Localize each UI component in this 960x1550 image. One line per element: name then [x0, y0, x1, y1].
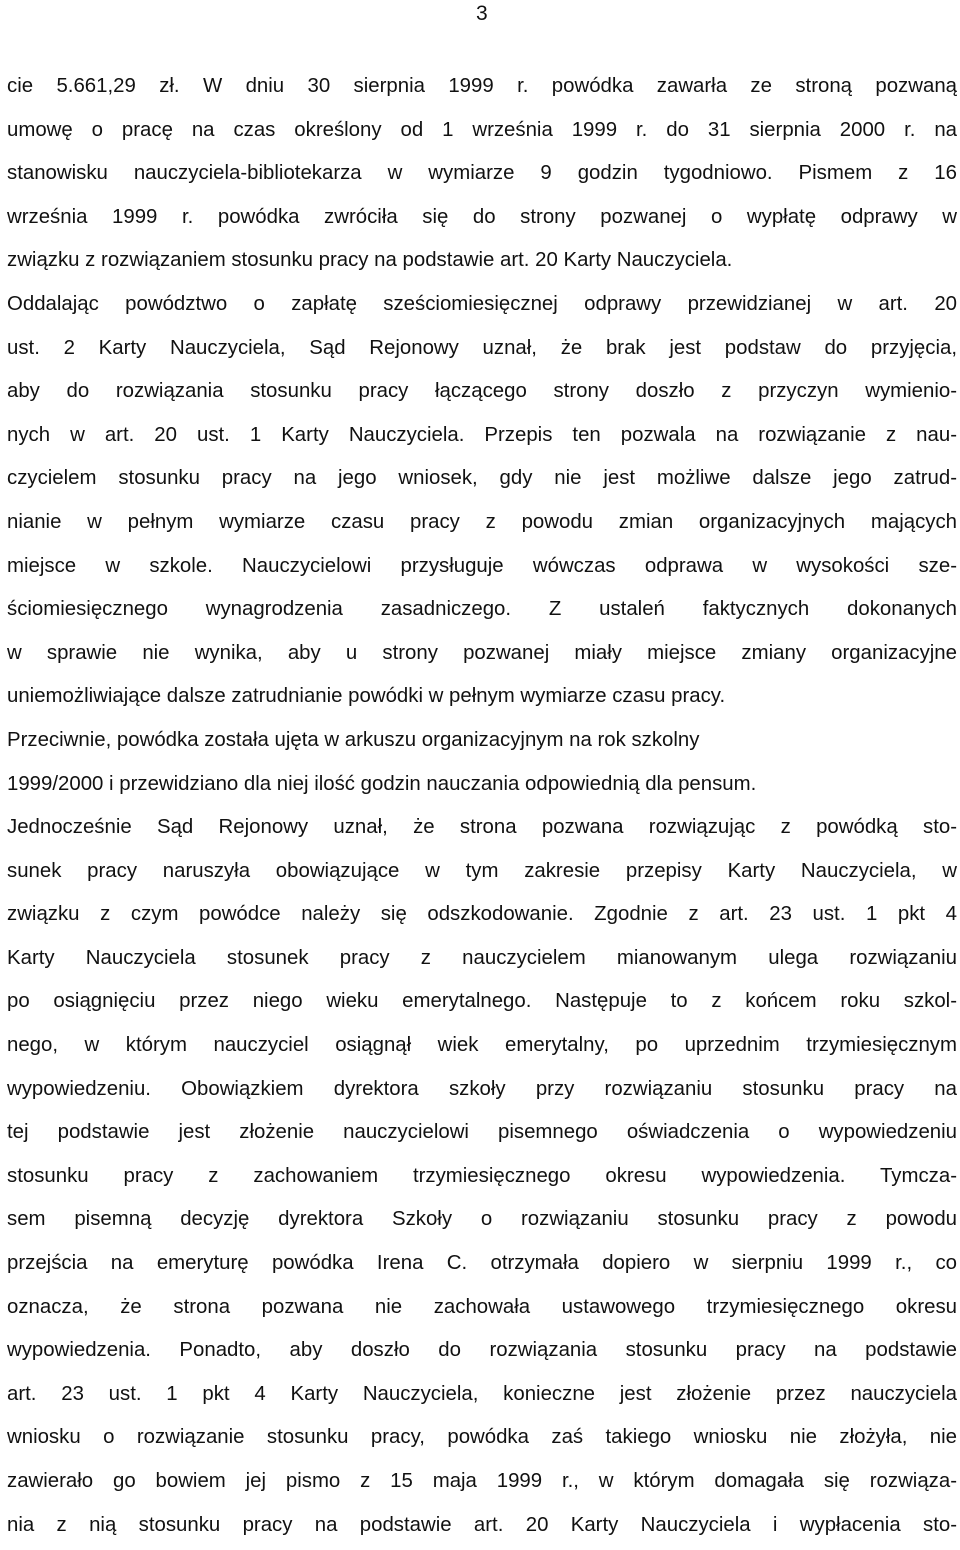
- text-line: w sprawie nie wynika, aby u strony pozwanej miały miejsce zmiany organizacyjne: [7, 641, 957, 664]
- text-line: po osiągnięciu przez niego wieku emerytalnego. Następuje to z końcem roku szkol-: [7, 990, 957, 1013]
- text-line: umowę o pracę na czas określony od 1 września 1999 r. do 31 sierpnia 2000 r. na: [7, 118, 957, 141]
- text-line: przejścia na emeryturę powódka Irena C. otrzymała dopiero w sierpniu 1999 r., co: [7, 1252, 957, 1275]
- text-line: Oddalając powództwo o zapłatę sześciomiesięcznej odprawy przewidzianej w art. 20: [7, 292, 957, 315]
- text-line: uniemożliwiające dalsze zatrudnianie powódki w pełnym wymiarze czasu pracy.: [7, 685, 726, 708]
- text-line: stanowisku nauczyciela-bibliotekarza w wymiarze 9 godzin tygodniowo. Pismem z 16: [7, 162, 957, 185]
- text-line: związku z czym powódce należy się odszkodowanie. Zgodnie z art. 23 ust. 1 pkt 4: [7, 903, 957, 926]
- text-line: nianie w pełnym wymiarze czasu pracy z powodu zmian organizacyjnych mających: [7, 510, 957, 533]
- text-line: związku z rozwiązaniem stosunku pracy na podstawie art. 20 Karty Nauczyciela.: [7, 249, 733, 272]
- text-line: ust. 2 Karty Nauczyciela, Sąd Rejonowy uznał, że brak jest podstaw do przyjęcia,: [7, 336, 957, 359]
- text-line: stosunku pracy z zachowaniem trzymiesięcznego okresu wypowiedzenia. Tymcza-: [7, 1164, 957, 1187]
- text-line: Przeciwnie, powódka została ujęta w arkuszu organizacyjnym na rok szkolny: [7, 728, 700, 751]
- text-line: ściomiesięcznego wynagrodzenia zasadniczego. Z ustaleń faktycznych dokonanych: [7, 598, 957, 621]
- body-text: [7, 65, 957, 1547]
- text-line: oznacza, że strona pozwana nie zachowała ustawowego trzymiesięcznego okresu: [7, 1295, 957, 1318]
- text-line: Jednocześnie Sąd Rejonowy uznał, że strona pozwana rozwiązując z powódką sto-: [7, 816, 957, 839]
- text-line: aby do rozwiązania stosunku pracy łączącego strony doszło z przyczyn wymienio-: [7, 380, 957, 403]
- text-line: miejsce w szkole. Nauczycielowi przysługuje wówczas odprawa w wysokości sze-: [7, 554, 957, 577]
- text-line: Karty Nauczyciela stosunek pracy z nauczycielem mianowanym ulega rozwiązaniu: [7, 946, 957, 969]
- text-line: wypowiedzenia. Ponadto, aby doszło do rozwiązania stosunku pracy na podstawie: [7, 1339, 957, 1362]
- text-line: nia z nią stosunku pracy na podstawie art. 20 Karty Nauczyciela i wypłacenia sto-: [7, 1513, 957, 1536]
- text-line: wypowiedzeniu. Obowiązkiem dyrektora szkoły przy rozwiązaniu stosunku pracy na: [7, 1077, 957, 1100]
- text-line: cie 5.661,29 zł. W dniu 30 sierpnia 1999 r. powódka zawarła ze stroną pozwaną: [7, 75, 957, 97]
- text-line: nego, w którym nauczyciel osiągnął wiek emerytalny, po uprzednim trzymiesięcznym: [7, 1034, 957, 1057]
- text-line: zawierało go bowiem jej pismo z 15 maja 1999 r., w którym domagała się rozwiąza-: [7, 1470, 957, 1492]
- text-line: wniosku o rozwiązanie stosunku pracy, powódka zaś takiego wniosku nie złożyła, nie: [7, 1426, 957, 1449]
- page-number: 3: [476, 2, 488, 25]
- text-line: sem pisemną decyzję dyrektora Szkoły o rozwiązaniu stosunku pracy z powodu: [7, 1208, 957, 1231]
- text-line: 1999/2000 i przewidziano dla niej ilość godzin nauczania odpowiednią dla pensum.: [7, 772, 757, 795]
- text-line: sunek pracy naruszyła obowiązujące w tym zakresie przepisy Karty Nauczyciela, w: [7, 859, 957, 882]
- text-line: września 1999 r. powódka zwróciła się do strony pozwanej o wypłatę odprawy w: [7, 205, 957, 228]
- text-line: tej podstawie jest złożenie nauczycielowi pisemnego oświadczenia o wypowiedzeniu: [7, 1121, 957, 1144]
- text-line: art. 23 ust. 1 pkt 4 Karty Nauczyciela, konieczne jest złożenie przez nauczyciela: [7, 1382, 957, 1405]
- text-line: czycielem stosunku pracy na jego wniosek, gdy nie jest możliwe dalsze jego zatrud-: [7, 467, 957, 490]
- text-line: nych w art. 20 ust. 1 Karty Nauczyciela. Przepis ten pozwala na rozwiązanie z nau-: [7, 423, 957, 446]
